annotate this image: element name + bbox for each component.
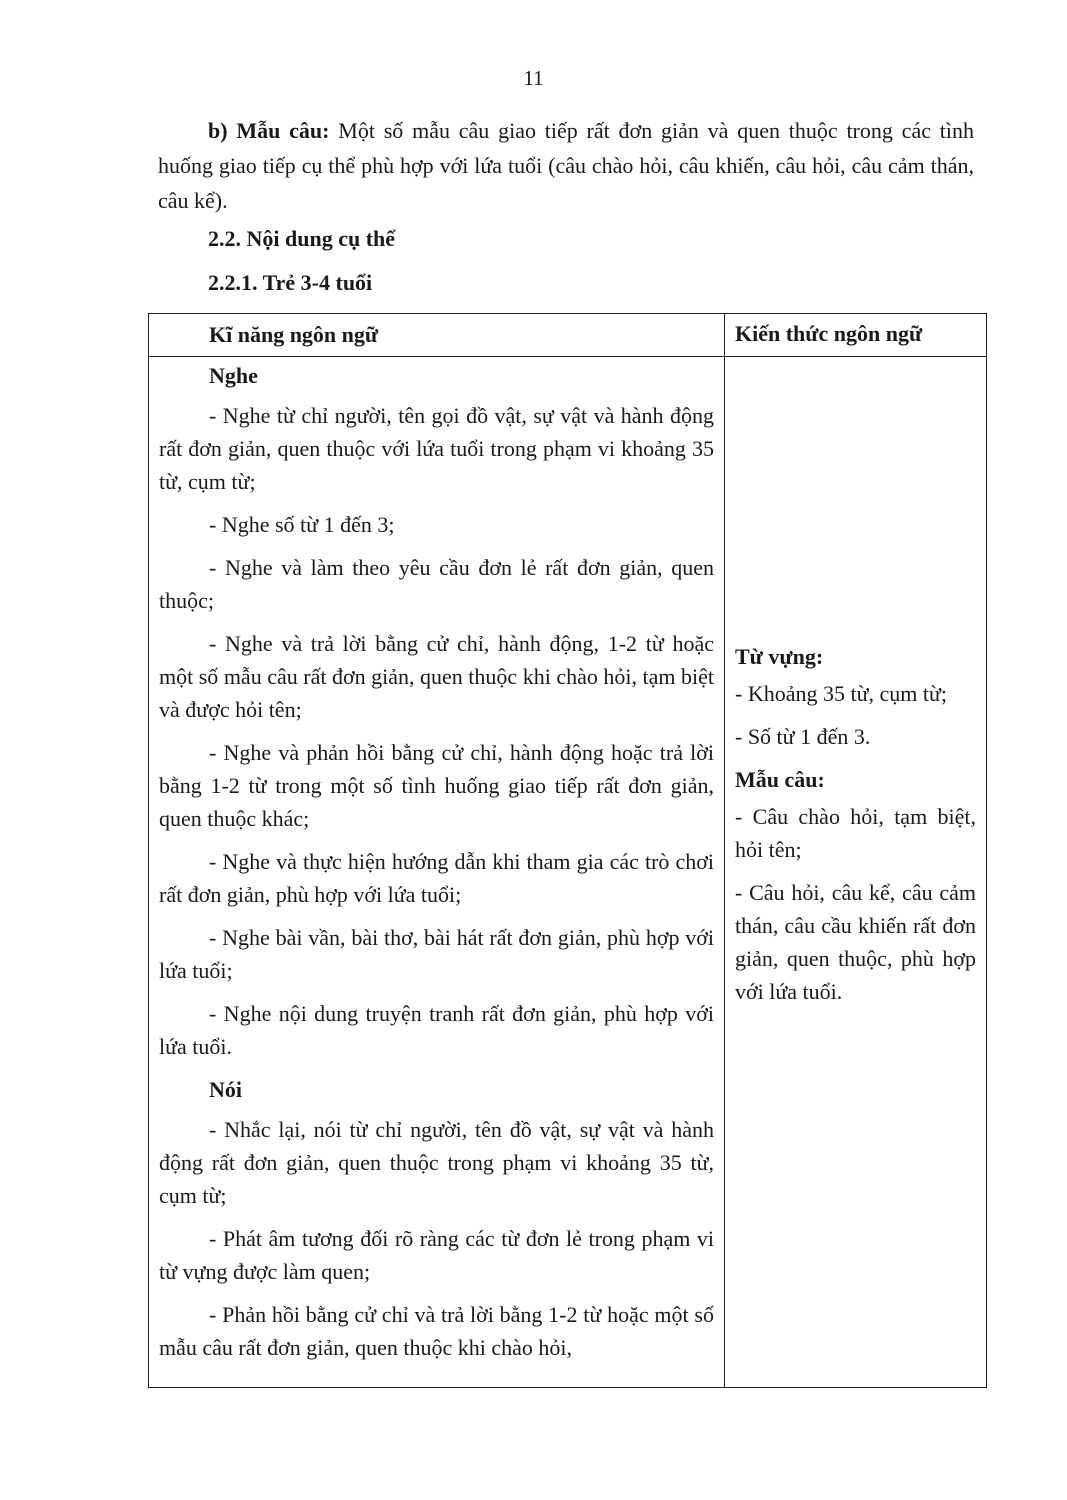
intro-label: b) Mẫu câu:	[208, 118, 330, 143]
subsection-heading: 2.2.1. Trẻ 3-4 tuổi	[208, 270, 373, 295]
speaking-item: - Nhắc lại, nói từ chỉ người, tên đồ vật, sự vật và hành động rất đơn giản, quen thuộc trong phạm vi khoảng 35 từ, cụm từ;	[159, 1117, 714, 1208]
table-body-row	[149, 357, 987, 1388]
vocab-item: - Số từ 1 đến 3.	[735, 724, 871, 749]
listening-item: - Nghe và trả lời bằng cử chỉ, hành động, 1-2 từ hoặc một số mẫu câu rất đơn giản, quen thuộc khi chào hỏi, tạm biệt và được hỏi tên;	[159, 631, 714, 722]
intro-paragraph	[158, 113, 974, 218]
speaking-item: - Phát âm tương đối rõ ràng các từ đơn lẻ trong phạm vi từ vựng được làm quen;	[159, 1226, 714, 1284]
listening-item: - Nghe bài vần, bài thơ, bài hát rất đơn giản, phù hợp với lứa tuổi;	[159, 925, 714, 983]
knowledge-cell	[725, 357, 987, 1388]
section-heading: 2.2. Nội dung cụ thể	[208, 226, 396, 251]
listening-item: - Nghe từ chỉ người, tên gọi đồ vật, sự vật và hành động rất đơn giản, quen thuộc với lứa tuổi trong phạm vi khoảng 35 từ, cụm từ;	[159, 403, 714, 494]
listening-item: - Nghe và phản hồi bằng cử chỉ, hành động hoặc trả lời bằng 1-2 từ trong một số tình huống giao tiếp rất đơn giản, quen thuộc khác;	[159, 740, 714, 831]
sentence-title: Mẫu câu:	[735, 767, 825, 792]
sentence-item: - Câu hỏi, câu kể, câu cảm thán, câu cầu khiến rất đơn giản, quen thuộc, phù hợp với lứa tuổi.	[735, 880, 976, 1004]
table-header-row	[149, 314, 987, 357]
header-knowledge: Kiến thức ngôn ngữ	[725, 314, 987, 357]
listening-item: - Nghe số từ 1 đến 3;	[209, 512, 395, 537]
listening-item: - Nghe và làm theo yêu cầu đơn lẻ rất đơn giản, quen thuộc;	[159, 555, 714, 613]
intro-text: Một số mẫu câu giao tiếp rất đơn giản và quen thuộc trong các tình huống giao tiếp cụ thể phù hợp với lứa tuổi (câu chào hỏi, câu khiến, câu hỏi, câu cảm thán, câu kể).	[158, 118, 974, 213]
speaking-item: - Phản hồi bằng cử chỉ và trả lời bằng 1-2 từ hoặc một số mẫu câu rất đơn giản, quen thuộc khi chào hỏi,	[159, 1302, 714, 1360]
skills-cell	[149, 357, 725, 1388]
sentence-item: - Câu chào hỏi, tạm biệt, hỏi tên;	[735, 804, 976, 862]
content-table	[148, 313, 987, 1388]
vocab-title: Từ vựng:	[735, 644, 824, 669]
listening-item: - Nghe và thực hiện hướng dẫn khi tham gia các trò chơi rất đơn giản, phù hợp với lứa tuổi;	[159, 849, 714, 907]
speaking-title: Nói	[209, 1077, 242, 1102]
page-number: 11	[523, 66, 544, 90]
listening-title: Nghe	[209, 363, 258, 388]
listening-item: - Nghe nội dung truyện tranh rất đơn giản, phù hợp với lứa tuổi.	[159, 1001, 714, 1059]
header-skills: Kĩ năng ngôn ngữ	[149, 314, 725, 357]
vocab-item: - Khoảng 35 từ, cụm từ;	[735, 681, 948, 706]
